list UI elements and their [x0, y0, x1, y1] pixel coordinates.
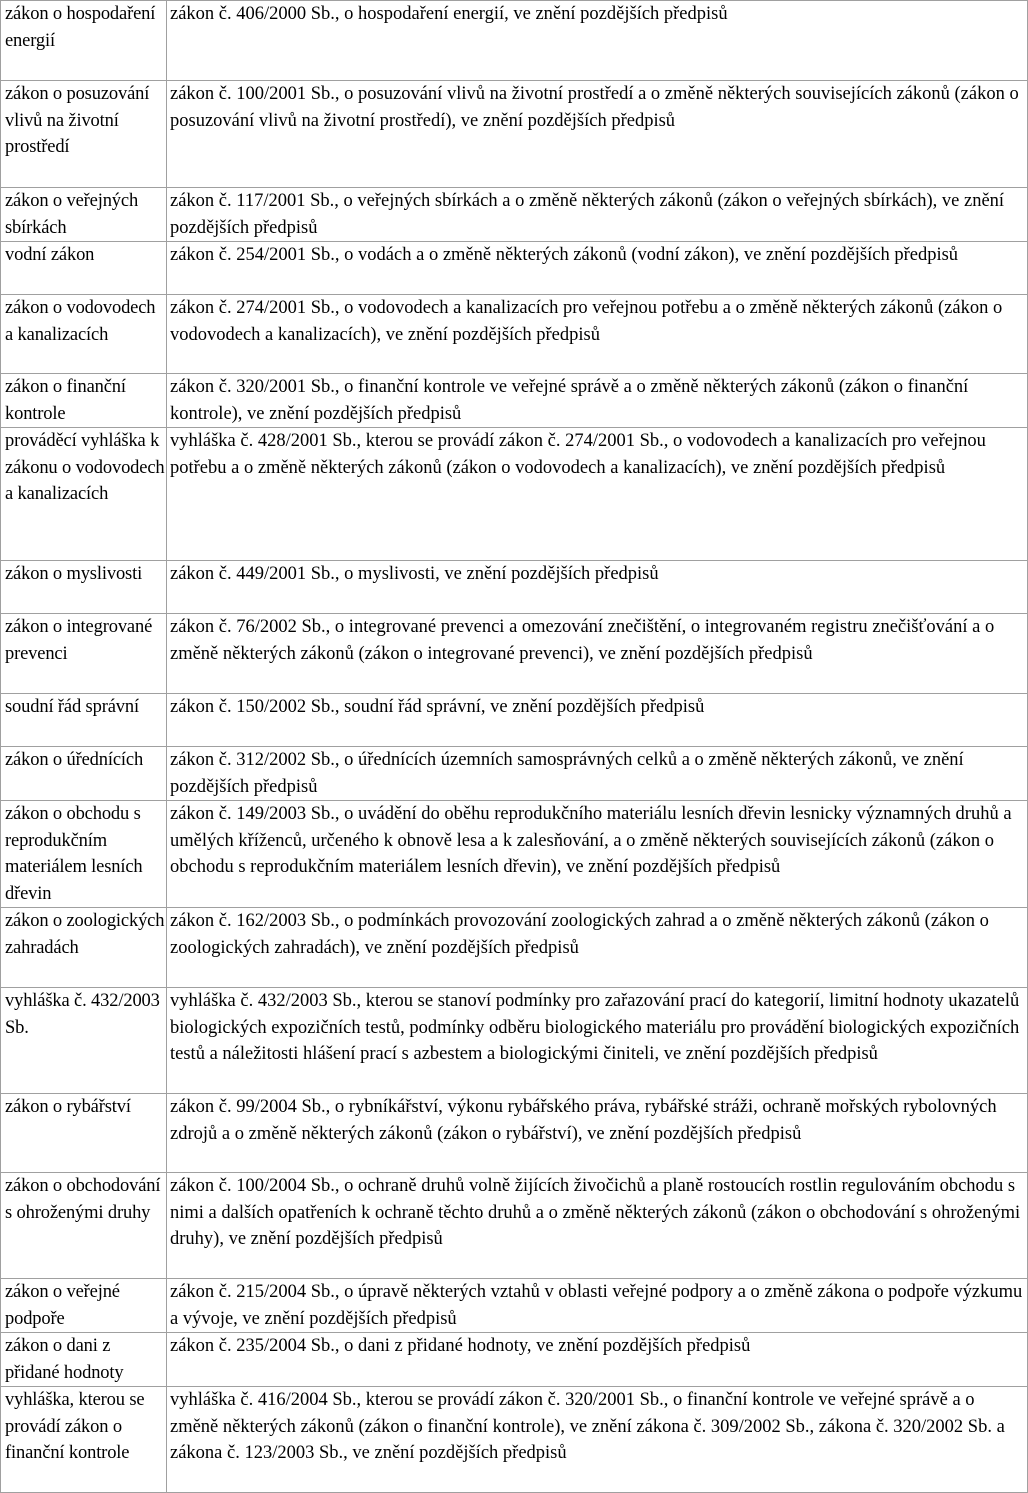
short-name-cell: prováděcí vyhláška k zákonu o vodovodech a kanalizacích — [1, 428, 167, 561]
table-row — [1, 242, 1028, 295]
table-row — [1, 188, 1028, 242]
short-name-cell: zákon o vodovodech a kanalizacích — [1, 295, 167, 374]
short-name-cell: zákon o finanční kontrole — [1, 374, 167, 428]
table-row — [1, 1279, 1028, 1333]
table-row — [1, 747, 1028, 801]
full-citation-cell: zákon č. 99/2004 Sb., o rybníkářství, výkonu rybářského práva, rybářské stráži, ochraně mořských rybolovných zdrojů a o změně některých zákonů (zákon o rybářství), ve znění pozdějších předpisů — [167, 1094, 1028, 1173]
short-name-cell: zákon o dani z přidané hodnoty — [1, 1333, 167, 1387]
table-row — [1, 694, 1028, 747]
table-row — [1, 1173, 1028, 1279]
full-citation-cell: zákon č. 162/2003 Sb., o podmínkách provozování zoologických zahrad a o změně některých zákonů (zákon o zoologických zahradách), ve znění pozdějších předpisů — [167, 908, 1028, 988]
table-row — [1, 1333, 1028, 1387]
full-citation-cell: zákon č. 235/2004 Sb., o dani z přidané hodnoty, ve znění pozdějších předpisů — [167, 1333, 1028, 1387]
full-citation-cell: zákon č. 320/2001 Sb., o finanční kontrole ve veřejné správě a o změně některých zákonů (zákon o finanční kontrole), ve znění pozdějších předpisů — [167, 374, 1028, 428]
full-citation-cell: zákon č. 254/2001 Sb., o vodách a o změně některých zákonů (vodní zákon), ve znění pozdějších předpisů — [167, 242, 1028, 295]
short-name-cell: zákon o veřejných sbírkách — [1, 188, 167, 242]
short-name-cell: zákon o rybářství — [1, 1094, 167, 1173]
short-name-cell: zákon o úřednících — [1, 747, 167, 801]
table-row — [1, 614, 1028, 694]
short-name-cell: zákon o veřejné podpoře — [1, 1279, 167, 1333]
table-row — [1, 1094, 1028, 1173]
full-citation-cell: zákon č. 150/2002 Sb., soudní řád správní, ve znění pozdějších předpisů — [167, 694, 1028, 747]
short-name-cell: vyhláška, kterou se provádí zákon o finanční kontrole — [1, 1387, 167, 1493]
full-citation-cell: vyhláška č. 432/2003 Sb., kterou se stanoví podmínky pro zařazování prací do kategorií, limitní hodnoty ukazatelů biologických expozičních testů, podmínky odběru biologického materiálu pro provádění biologických expozičních testů a náležitosti hlášení prací s azbestem a biologickými činiteli, ve znění pozdějších předpisů — [167, 988, 1028, 1094]
full-citation-cell: zákon č. 100/2004 Sb., o ochraně druhů volně žijících živočichů a planě rostoucích rostlin regulováním obchodu s nimi a dalších opatřeních k ochraně těchto druhů a o změně některých zákonů (zákon o obchodování s ohroženými druhy), ve znění pozdějších předpisů — [167, 1173, 1028, 1279]
table-row — [1, 908, 1028, 988]
table-row — [1, 801, 1028, 908]
full-citation-cell: zákon č. 215/2004 Sb., o úpravě některých vztahů v oblasti veřejné podpory a o změně zákona o podpoře výzkumu a vývoje, ve znění pozdějších předpisů — [167, 1279, 1028, 1333]
short-name-cell: zákon o myslivosti — [1, 561, 167, 614]
full-citation-cell: zákon č. 406/2000 Sb., o hospodaření energií, ve znění pozdějších předpisů — [167, 1, 1028, 81]
table-row — [1, 428, 1028, 561]
full-citation-cell: zákon č. 149/2003 Sb., o uvádění do oběhu reprodukčního materiálu lesních dřevin lesnicky významných druhů a umělých kříženců, určeného k obnově lesa a k zalesňování, a o změně některých souvisejících zákonů (zákon o obchodu s reprodukčním materiálem lesních dřevin), ve znění pozdějších předpisů — [167, 801, 1028, 908]
full-citation-cell: zákon č. 449/2001 Sb., o myslivosti, ve znění pozdějších předpisů — [167, 561, 1028, 614]
short-name-cell: zákon o posuzování vlivů na životní prostředí — [1, 81, 167, 188]
short-name-cell: zákon o zoologických zahradách — [1, 908, 167, 988]
table-row — [1, 988, 1028, 1094]
full-citation-cell: vyhláška č. 416/2004 Sb., kterou se provádí zákon č. 320/2001 Sb., o finanční kontrole ve veřejné správě a o změně některých zákonů (zákon o finanční kontrole), ve znění zákona č. 309/2002 Sb., zákona č. 320/2002 Sb. a zákona č. 123/2003 Sb., ve znění pozdějších předpisů — [167, 1387, 1028, 1493]
table-row — [1, 1387, 1028, 1493]
table-row — [1, 561, 1028, 614]
short-name-cell: vyhláška č. 432/2003 Sb. — [1, 988, 167, 1094]
table-row — [1, 295, 1028, 374]
full-citation-cell: zákon č. 312/2002 Sb., o úřednících územních samosprávných celků a o změně některých zákonů, ve znění pozdějších předpisů — [167, 747, 1028, 801]
table-row — [1, 1, 1028, 81]
short-name-cell: soudní řád správní — [1, 694, 167, 747]
short-name-cell: zákon o obchodování s ohroženými druhy — [1, 1173, 167, 1279]
short-name-cell: vodní zákon — [1, 242, 167, 295]
table-row — [1, 374, 1028, 428]
table-row — [1, 81, 1028, 188]
full-citation-cell: zákon č. 76/2002 Sb., o integrované prevenci a omezování znečištění, o integrovaném registru znečišťování a o změně některých zákonů (zákon o integrované prevenci), ve znění pozdějších předpisů — [167, 614, 1028, 694]
short-name-cell: zákon o hospodaření energií — [1, 1, 167, 81]
full-citation-cell: vyhláška č. 428/2001 Sb., kterou se provádí zákon č. 274/2001 Sb., o vodovodech a kanalizacích pro veřejnou potřebu a o změně některých zákonů (zákon o vodovodech a kanalizacích), ve znění pozdějších předpisů — [167, 428, 1028, 561]
full-citation-cell: zákon č. 274/2001 Sb., o vodovodech a kanalizacích pro veřejnou potřebu a o změně některých zákonů (zákon o vodovodech a kanalizacích), ve znění pozdějších předpisů — [167, 295, 1028, 374]
full-citation-cell: zákon č. 100/2001 Sb., o posuzování vlivů na životní prostředí a o změně některých souvisejících zákonů (zákon o posuzování vlivů na životní prostředí), ve znění pozdějších předpisů — [167, 81, 1028, 188]
short-name-cell: zákon o integrované prevenci — [1, 614, 167, 694]
full-citation-cell: zákon č. 117/2001 Sb., o veřejných sbírkách a o změně některých zákonů (zákon o veřejných sbírkách), ve znění pozdějších předpisů — [167, 188, 1028, 242]
short-name-cell: zákon o obchodu s reprodukčním materiálem lesních dřevin — [1, 801, 167, 908]
